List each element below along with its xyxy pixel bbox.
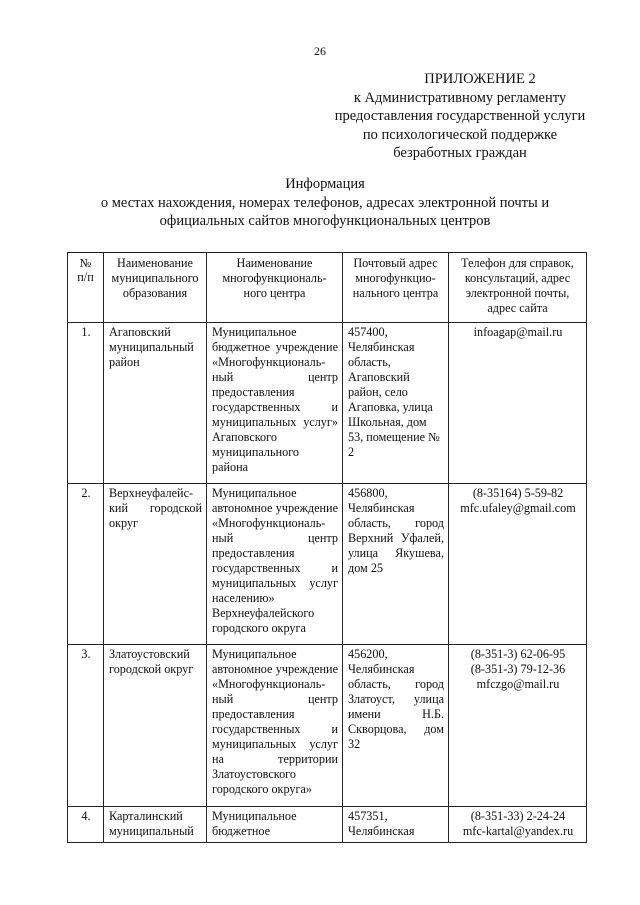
appendix-title: ПРИЛОЖЕНИЕ 2 — [424, 71, 536, 87]
header-address: Почтовый адрес многофункцио-нального центра — [343, 253, 449, 323]
row-contacts — [449, 323, 587, 484]
row-address: 456800, Челябинская область, город Верхний Уфалей, улица Якушева, дом 25 — [343, 484, 449, 645]
contact-email: mfczgo@mail.ru — [476, 677, 560, 691]
row-municipality: Златоустовский городской округ — [104, 645, 207, 807]
row-contacts — [449, 484, 587, 645]
row-num: 2. — [68, 484, 104, 645]
table-row — [68, 323, 587, 484]
contact-phone: (8-351-33) 2-24-24 — [470, 809, 566, 823]
contact-phone: (8-351-3) 79-12-36 — [470, 662, 566, 676]
appendix-line: безработных граждан — [393, 145, 527, 161]
header-contacts: Телефон для справок, консультаций, адрес электронной почты, адрес сайта — [449, 253, 587, 323]
contact-phone: (8-351-3) 62-06-95 — [470, 647, 566, 661]
appendix-block — [312, 70, 608, 163]
table-header-row — [68, 253, 587, 323]
row-municipality: Агаповский муниципальный район — [104, 323, 207, 484]
contact-email: mfc-kartal@yandex.ru — [462, 824, 574, 838]
table-row — [68, 484, 587, 645]
contact-phone: (8-35164) 5-59-82 — [472, 486, 564, 500]
row-center: Муниципальное автономное учреждение «Многофункциональ-ный центр предоставления государственных и муниципальных услуг на территории Златоустовского городского округа» — [207, 645, 343, 807]
table-row — [68, 645, 587, 807]
appendix-line: к Административному регламенту — [353, 89, 567, 106]
page-number: 26 — [314, 44, 326, 58]
info-line: официальных сайтов многофункциональных центров — [159, 213, 491, 229]
row-num: 4. — [68, 807, 104, 843]
row-address: 457351, Челябинская — [343, 807, 449, 843]
row-address: 457400, Челябинская область, Агаповский район, село Агаповка, улица Школьная, дом 53, помещение № 2 — [343, 323, 449, 484]
row-address: 456200, Челябинская область, город Златоуст, улица имени Н.Б. Скворцова, дом 32 — [343, 645, 449, 807]
header-municipality: Наименование муниципального образования — [104, 253, 207, 323]
row-municipality: Карталинский муниципальный — [104, 807, 207, 843]
contact-email: infoagap@mail.ru — [473, 325, 563, 339]
table-row — [68, 807, 587, 843]
row-center: Муниципальное бюджетное учреждение «Многофункциональ-ный центр предоставления государственных и муниципальных услуг» Агаповского муниципального района — [207, 323, 343, 484]
info-title: Информация — [285, 176, 365, 192]
row-contacts — [449, 807, 587, 843]
header-num: № п/п — [68, 253, 104, 323]
appendix-line: по психологической поддержке — [362, 126, 558, 143]
row-municipality: Верхнеуфалейс-кий городской округ — [104, 484, 207, 645]
row-num: 3. — [68, 645, 104, 807]
row-contacts — [449, 645, 587, 807]
row-center: Муниципальное автономное учреждение «Многофункциональ-ный центр предоставления государственных и муниципальных услуг населению» Верхнеуфалейского городского округа — [207, 484, 343, 645]
centers-table — [67, 252, 587, 843]
contact-email: mfc.ufaley@gmail.com — [460, 501, 576, 515]
info-heading — [60, 175, 590, 231]
row-num: 1. — [68, 323, 104, 484]
info-line: о местах нахождения, номерах телефонов, адресах электронной почты и — [100, 194, 550, 211]
row-center: Муниципальное бюджетное — [207, 807, 343, 843]
header-center: Наименование многофункциональ-ного центра — [207, 253, 343, 323]
appendix-line: предоставления государственной услуги — [334, 108, 586, 124]
